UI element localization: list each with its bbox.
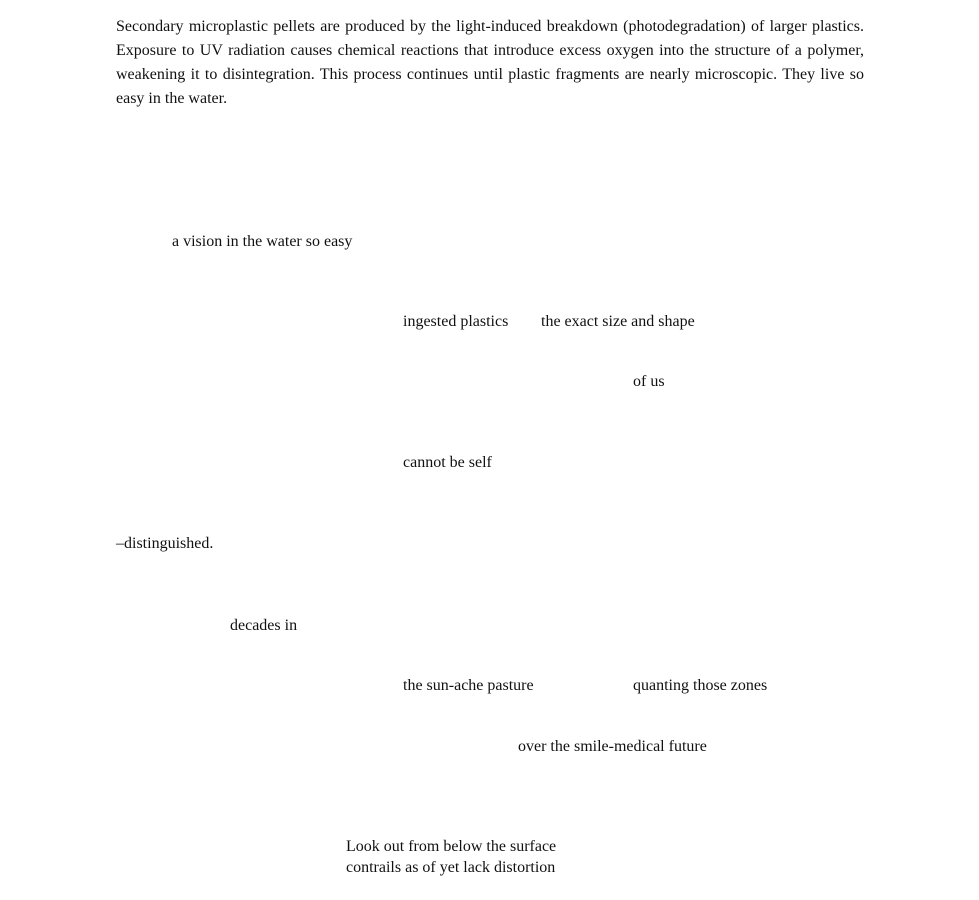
poem-line-cannot-be-self: cannot be self (403, 454, 492, 471)
poem-line-distinguished: –distinguished. (116, 535, 214, 552)
poem-line-look-out: Look out from below the surface (346, 838, 557, 855)
intro-paragraph: Secondary microplastic pellets are produced by the light-induced breakdown (photodegradation) of larger plastics. Exposure to UV radiation causes chemical reactions that introduce excess oxygen into the structure of a polymer, weakening it to disintegration. This process continues until plastic fragments are nearly microscopic. They live so easy in the water. (116, 18, 864, 107)
poem-line-contrails: contrails as of yet lack distortion (346, 859, 556, 876)
poem-line-sun-ache-pasture: the sun-ache pasture (403, 677, 534, 694)
poem-line-decades-in: decades in (230, 617, 298, 634)
poem-line-exact-size: the exact size and shape (541, 313, 695, 330)
poem-line-of-us: of us (633, 373, 665, 390)
poem-line-vision: a vision in the water so easy (172, 233, 353, 250)
poem-line-quanting-zones: quanting those zones (633, 677, 768, 694)
poem-line-ingested-plastics: ingested plastics (403, 313, 509, 330)
poem-line-smile-medical-future: over the smile-medical future (518, 738, 707, 755)
